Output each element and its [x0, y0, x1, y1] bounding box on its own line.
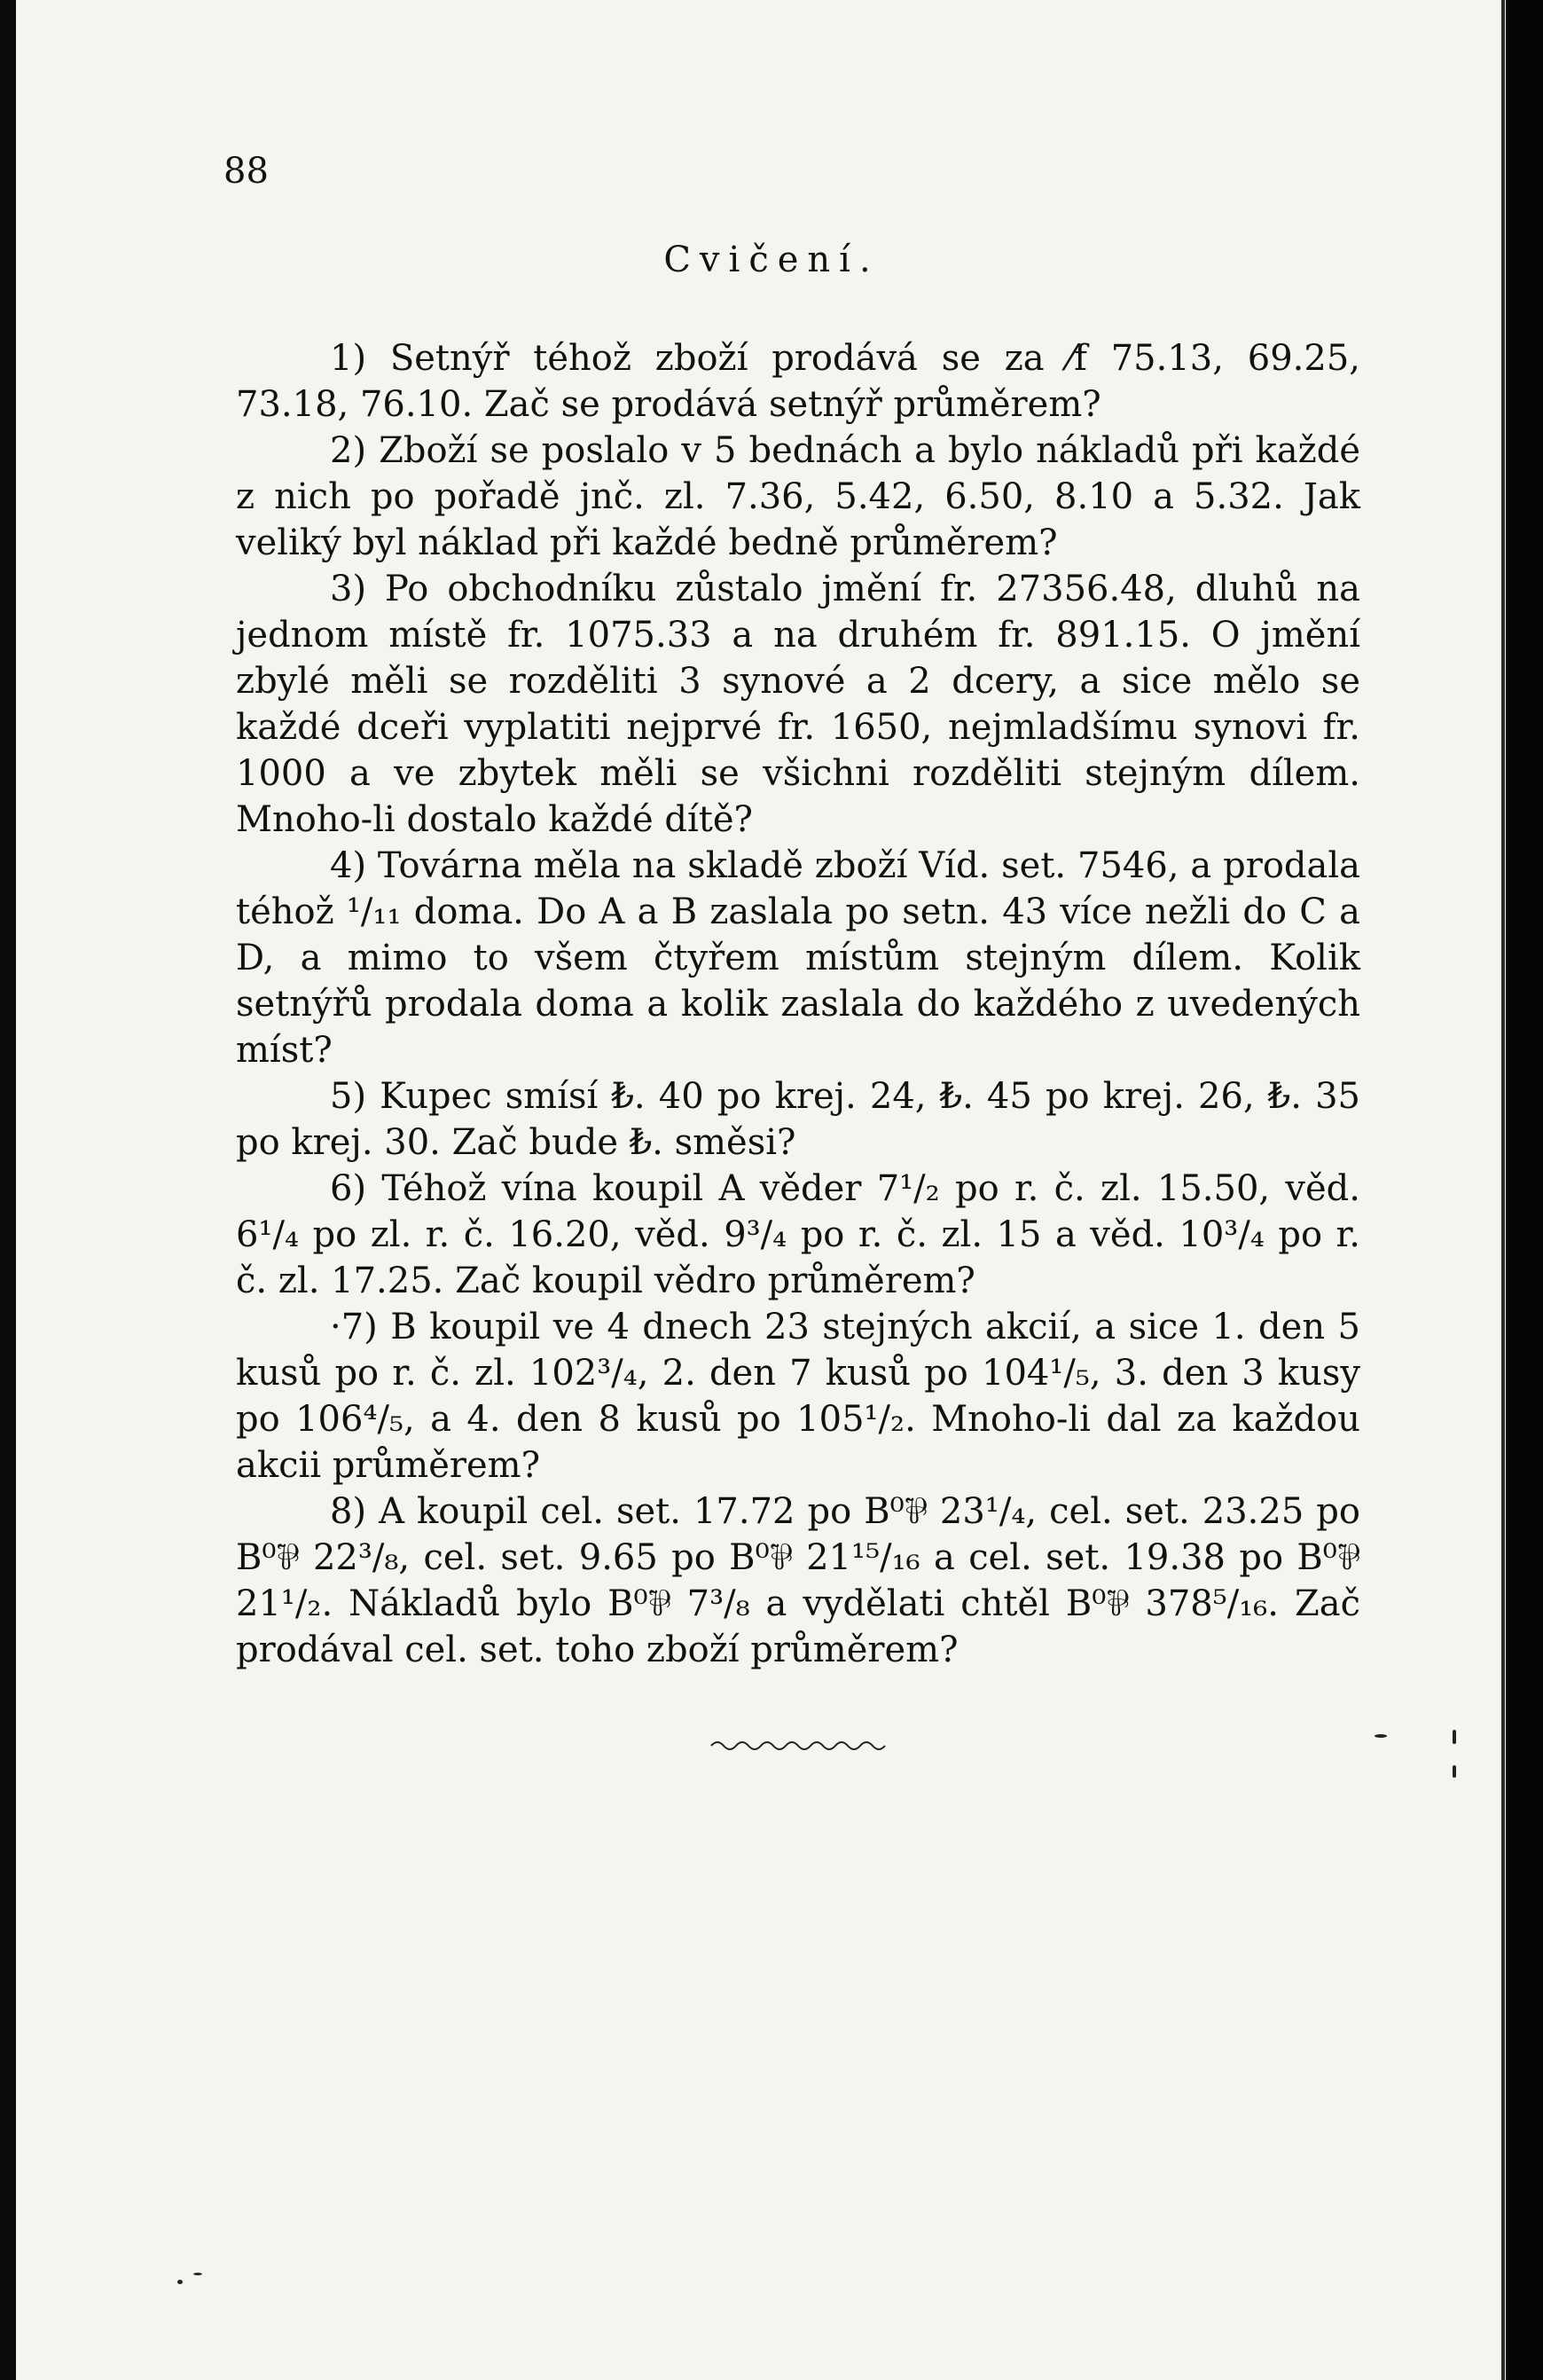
exercise-1: 1) Setnýř téhož zboží prodává se za ⁄f 75.13, 69.25, 73.18, 76.10. Zač se prodává setnýř průměrem? [236, 338, 1360, 425]
dust-speck [193, 2273, 202, 2275]
dust-speck [1453, 1765, 1456, 1778]
scan-border [1508, 0, 1543, 2380]
page-edge-shadow [1501, 0, 1505, 2380]
dust-speck [177, 2280, 183, 2284]
exercise-7: ·7) B koupil ve 4 dnech 23 stejných akcií, a sice 1. den 5 kusů po r. č. zl. 102³/₄, 2. den 7 kusů po 104¹/₅, 3. den 3 kusy po 106⁴/₅, a 4. den 8 kusů po 105¹/₂. Mnoho-li dal za každou akcii průměrem? [236, 1307, 1360, 1486]
page-number: 88 [223, 151, 269, 192]
exercise-8: 8) A koupil cel. set. 17.72 po B⁰⅌ 23¹/₄, cel. set. 23.25 po B⁰⅌ 22³/₈, cel. set. 9.65 po B⁰⅌ 21¹⁵/₁₆ a cel. set. 19.38 po B⁰⅌ 21¹/₂. Nákladů bylo B⁰⅌ 7³/₈ a vydělati chtěl B⁰⅌ 378⁵/₁₆. Zač prodával cel. set. toho zboží průměrem? [236, 1491, 1360, 1670]
wavy-rule-icon [709, 1737, 896, 1755]
dust-speck [1453, 1730, 1456, 1744]
dust-speck [1375, 1734, 1387, 1738]
end-ornament [709, 1737, 896, 1758]
exercise-list [236, 335, 1360, 1673]
exercise-5: 5) Kupec smísí ₺. 40 po krej. 24, ₺. 45 po krej. 26, ₺. 35 po krej. 30. Zač bude ₺. směsi? [236, 1076, 1360, 1163]
section-title: Cvičení. [663, 240, 880, 280]
exercise-2: 2) Zboží se poslalo v 5 bednách a bylo nákladů při každé z nich po pořadě jnč. zl. 7.36, 5.42, 6.50, 8.10 a 5.32. Jak veliký byl náklad při každé bedně průměrem? [236, 430, 1360, 563]
exercise-3: 3) Po obchodníku zůstalo jmění fr. 27356.48, dluhů na jednom místě fr. 1075.33 a na druhém fr. 891.15. O jmění zbylé měli se rozděliti 3 synové a 2 dcery, a sice mělo se každé dceři vyplatiti nejprvé fr. 1650, nejmladšímu synovi fr. 1000 a ve zbytek měli se všichni rozděliti stejným dílem. Mnoho-li dostalo každé dítě? [236, 569, 1360, 840]
exercise-6: 6) Téhož vína koupil A věder 7¹/₂ po r. č. zl. 15.50, věd. 6¹/₄ po zl. r. č. 16.20, věd. 9³/₄ po r. č. zl. 15 a věd. 10³/₄ po r. č. zl. 17.25. Zač koupil vědro průměrem? [236, 1168, 1360, 1301]
exercise-4: 4) Továrna měla na skladě zboží Víd. set. 7546, a prodala téhož ¹/₁₁ doma. Do A a B zaslala po setn. 43 více nežli do C a D, a mimo to všem čtyřem místům stejným dílem. Kolik setnýřů prodala doma a kolik zaslala do každého z uvedených míst? [236, 845, 1360, 1071]
